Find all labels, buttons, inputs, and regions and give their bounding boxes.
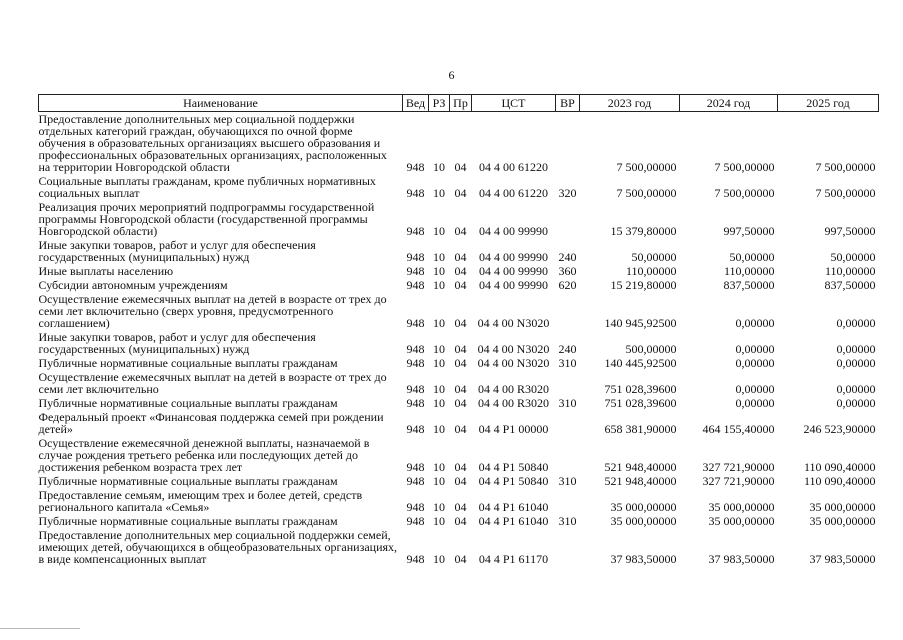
- cell-name: Публичные нормативные социальные выплаты гражданам: [38, 514, 338, 528]
- cell-year-2023: 110,00000: [625, 264, 677, 278]
- cell-year-2025: 837,50000: [824, 278, 876, 292]
- cell-subsection: 04: [454, 422, 467, 436]
- cell-target-item: 04 4 00 99990: [479, 250, 548, 264]
- cell-dept: 948: [406, 316, 425, 330]
- cell-year-2024: 327 721,90000: [702, 474, 775, 488]
- cell-dept: 948: [406, 278, 425, 292]
- cell-section: 10: [433, 160, 445, 174]
- cell-year-2024: 0,00000: [735, 342, 775, 356]
- cell-subsection: 04: [454, 356, 467, 370]
- cell-year-2025: 0,00000: [836, 396, 876, 410]
- cell-subsection: 04: [454, 396, 467, 410]
- cell-target-item: 04 4 00 N3020: [477, 356, 550, 370]
- cell-section: 10: [433, 342, 445, 356]
- cell-year-2023: 751 028,39600: [604, 382, 677, 396]
- column-header-year-2025: 2025 год: [778, 95, 879, 112]
- cell-year-2025: 110,00000: [824, 264, 876, 278]
- cell-year-2024: 0,00000: [735, 382, 775, 396]
- cell-name: Иные выплаты населению: [38, 264, 174, 278]
- table-row: [39, 356, 879, 370]
- cell-target-item: 04 4 P1 00000: [478, 422, 549, 436]
- cell-expense-type: 310: [558, 396, 577, 410]
- cell-name: Субсидии автономным учреждениям: [38, 278, 228, 292]
- cell-year-2025: 7 500,00000: [815, 160, 876, 174]
- cell-subsection: 04: [454, 342, 467, 356]
- cell-target-item: 04 4 00 R3020: [477, 396, 549, 410]
- cell-section: 10: [433, 250, 445, 264]
- cell-year-2023: 658 381,90000: [604, 422, 677, 436]
- cell-dept: 948: [406, 474, 425, 488]
- cell-name: Предоставление дополнительных мер социальной поддержки отдельных категорий граждан, обучающихся по очной форме обучения в образовательных организациях высшего образования и профессиональных образовательных организациях, расположенных на территории Новгородской области: [38, 112, 387, 174]
- cell-target-item: 04 4 00 N3020: [477, 316, 550, 330]
- cell-target-item: 04 4 P1 50840: [478, 474, 549, 488]
- cell-section: 10: [433, 186, 445, 200]
- cell-target-item: 04 4 P1 61040: [478, 500, 549, 514]
- cell-year-2025: 0,00000: [836, 356, 876, 370]
- cell-year-2023: 521 948,40000: [604, 474, 677, 488]
- cell-expense-type: [556, 370, 580, 396]
- cell-subsection: 04: [454, 186, 467, 200]
- cell-expense-type: 310: [558, 514, 577, 528]
- cell-year-2023: 35 000,00000: [610, 500, 677, 514]
- cell-target-item: 04 4 00 R3020: [477, 382, 549, 396]
- table-row: [39, 410, 879, 436]
- cell-target-item: 04 4 00 99990: [479, 278, 548, 292]
- cell-name: Осуществление ежемесячных выплат на детей в возрасте от трех до семи лет включительно: [38, 370, 387, 396]
- column-header-target-item: ЦСТ: [472, 95, 556, 112]
- cell-dept: 948: [406, 500, 425, 514]
- cell-year-2025: 35 000,00000: [809, 500, 876, 514]
- cell-year-2023: 50,00000: [631, 250, 677, 264]
- table-row: [39, 200, 879, 238]
- cell-expense-type: 240: [558, 342, 577, 356]
- cell-year-2023: 7 500,00000: [616, 186, 677, 200]
- cell-year-2025: 110 090,40000: [803, 460, 876, 474]
- cell-year-2024: 0,00000: [735, 396, 775, 410]
- table-row: [39, 514, 879, 528]
- cell-year-2023: 7 500,00000: [616, 160, 677, 174]
- cell-dept: 948: [406, 186, 425, 200]
- cell-subsection: 04: [454, 500, 467, 514]
- cell-year-2023: 15 219,80000: [610, 278, 677, 292]
- cell-name: Публичные нормативные социальные выплаты гражданам: [38, 474, 338, 488]
- cell-year-2024: 464 155,40000: [702, 422, 775, 436]
- cell-expense-type: [556, 436, 580, 474]
- cell-year-2023: 500,00000: [625, 342, 677, 356]
- cell-expense-type: 620: [558, 278, 577, 292]
- cell-target-item: 04 4 P1 61040: [478, 514, 549, 528]
- table-row: [39, 396, 879, 410]
- cell-dept: 948: [406, 356, 425, 370]
- cell-expense-type: 310: [558, 356, 577, 370]
- cell-section: 10: [433, 474, 445, 488]
- cell-year-2024: 327 721,90000: [702, 460, 775, 474]
- cell-year-2024: 50,00000: [729, 250, 775, 264]
- cell-name: Осуществление ежемесячной денежной выплаты, назначаемой в случае рождения третьего ребенка или последующих детей до достижения ребенком возраста трех лет: [38, 436, 370, 474]
- table-row: [39, 264, 879, 278]
- cell-section: 10: [433, 316, 445, 330]
- cell-year-2023: 751 028,39600: [604, 396, 677, 410]
- cell-year-2023: 35 000,00000: [610, 514, 677, 528]
- cell-name: Предоставление семьям, имеющим трех и более детей, средств регионального капитала «Семья»: [38, 488, 363, 514]
- cell-year-2023: 15 379,80000: [610, 224, 677, 238]
- column-header-year-2024: 2024 год: [680, 95, 778, 112]
- cell-name: Социальные выплаты гражданам, кроме публичных нормативных социальных выплат: [38, 174, 376, 200]
- table-row: [39, 174, 879, 200]
- cell-year-2024: 35 000,00000: [708, 500, 775, 514]
- cell-year-2025: 7 500,00000: [815, 186, 876, 200]
- cell-year-2024: 0,00000: [735, 356, 775, 370]
- page-number: 6: [448, 68, 455, 82]
- cell-section: 10: [433, 514, 445, 528]
- cell-year-2023: 140 445,92500: [604, 356, 677, 370]
- column-header-subsection: Пр: [450, 95, 472, 112]
- cell-subsection: 04: [454, 264, 467, 278]
- cell-name: Реализация прочих мероприятий подпрограммы государственной программы Новгородской области (государственной программы Новгородской области): [38, 200, 375, 238]
- cell-expense-type: 240: [558, 250, 577, 264]
- cell-dept: 948: [406, 224, 425, 238]
- cell-subsection: 04: [454, 514, 467, 528]
- cell-name: Федеральный проект «Финансовая поддержка семей при рождении детей»: [38, 410, 384, 436]
- cell-year-2024: 7 500,00000: [714, 160, 775, 174]
- cell-dept: 948: [406, 396, 425, 410]
- cell-section: 10: [433, 396, 445, 410]
- cell-expense-type: [556, 292, 580, 330]
- cell-dept: 948: [406, 382, 425, 396]
- cell-expense-type: 320: [558, 186, 577, 200]
- cell-target-item: 04 4 00 61220: [479, 186, 548, 200]
- cell-section: 10: [433, 264, 445, 278]
- cell-expense-type: 310: [558, 474, 577, 488]
- cell-section: 10: [433, 278, 445, 292]
- cell-year-2025: 110 090,40000: [803, 474, 876, 488]
- cell-year-2025: 0,00000: [836, 342, 876, 356]
- column-header-section: РЗ: [429, 95, 450, 112]
- cell-dept: 948: [406, 514, 425, 528]
- cell-section: 10: [433, 500, 445, 514]
- table-row: [39, 238, 879, 264]
- cell-section: 10: [433, 224, 445, 238]
- cell-subsection: 04: [454, 278, 467, 292]
- cell-expense-type: [556, 410, 580, 436]
- table-row: [39, 330, 879, 356]
- cell-name: Иные закупки товаров, работ и услуг для обеспечения государственных (муниципальных) нужд: [38, 330, 316, 356]
- cell-subsection: 04: [454, 382, 467, 396]
- cell-expense-type: [556, 528, 580, 566]
- cell-section: 10: [433, 552, 445, 566]
- cell-subsection: 04: [454, 460, 467, 474]
- table-header-row: [39, 95, 879, 112]
- cell-section: 10: [433, 382, 445, 396]
- cell-year-2023: 521 948,40000: [604, 460, 677, 474]
- cell-dept: 948: [406, 422, 425, 436]
- cell-expense-type: [556, 200, 580, 238]
- column-header-year-2023: 2023 год: [580, 95, 680, 112]
- cell-target-item: 04 4 P1 50840: [478, 460, 549, 474]
- table-row: [39, 528, 879, 566]
- table-row: [39, 436, 879, 474]
- cell-section: 10: [433, 356, 445, 370]
- cell-name: Публичные нормативные социальные выплаты гражданам: [38, 356, 338, 370]
- cell-year-2023: 140 945,92500: [604, 316, 677, 330]
- table-row: [39, 488, 879, 514]
- cell-dept: 948: [406, 552, 425, 566]
- cell-subsection: 04: [454, 250, 467, 264]
- budget-table: [38, 94, 879, 566]
- cell-target-item: 04 4 P1 61170: [478, 552, 549, 566]
- cell-dept: 948: [406, 342, 425, 356]
- cell-subsection: 04: [454, 474, 467, 488]
- cell-name: Предоставление дополнительных мер социальной поддержки семей, имеющих детей, обучающихся в общеобразовательных организациях, в виде компенсационных выплат: [38, 528, 398, 566]
- cell-name: Иные закупки товаров, работ и услуг для обеспечения государственных (муниципальных) нужд: [38, 238, 316, 264]
- table-body: [39, 112, 879, 567]
- cell-subsection: 04: [454, 160, 467, 174]
- column-header-expense-type: ВР: [556, 95, 580, 112]
- column-header-name: Наименование: [39, 95, 403, 112]
- cell-year-2024: 997,50000: [723, 224, 775, 238]
- cell-year-2024: 837,50000: [723, 278, 775, 292]
- cell-dept: 948: [406, 160, 425, 174]
- cell-subsection: 04: [454, 224, 467, 238]
- cell-dept: 948: [406, 460, 425, 474]
- cell-dept: 948: [406, 250, 425, 264]
- cell-year-2024: 110,00000: [723, 264, 775, 278]
- cell-name: Публичные нормативные социальные выплаты гражданам: [38, 396, 338, 410]
- cell-year-2024: 0,00000: [735, 316, 775, 330]
- cell-dept: 948: [406, 264, 425, 278]
- cell-subsection: 04: [454, 552, 467, 566]
- cell-expense-type: [556, 488, 580, 514]
- cell-year-2025: 246 523,90000: [803, 422, 876, 436]
- cell-year-2025: 37 983,50000: [809, 552, 876, 566]
- cell-year-2025: 0,00000: [836, 316, 876, 330]
- table-row: [39, 292, 879, 330]
- cell-section: 10: [433, 422, 445, 436]
- table-row: [39, 474, 879, 488]
- cell-target-item: 04 4 00 99990: [479, 264, 548, 278]
- cell-expense-type: 360: [558, 264, 577, 278]
- table-row: [39, 112, 879, 175]
- cell-subsection: 04: [454, 316, 467, 330]
- cell-year-2025: 50,00000: [830, 250, 876, 264]
- cell-year-2025: 997,50000: [824, 224, 876, 238]
- cell-year-2024: 37 983,50000: [708, 552, 775, 566]
- cell-year-2023: 37 983,50000: [610, 552, 677, 566]
- cell-year-2024: 7 500,00000: [714, 186, 775, 200]
- cell-name: Осуществление ежемесячных выплат на детей в возрасте от трех до семи лет включительно (сверх уровня, предусмотренного соглашением): [38, 292, 387, 330]
- cell-target-item: 04 4 00 61220: [479, 160, 548, 174]
- table-row: [39, 370, 879, 396]
- cell-year-2025: 35 000,00000: [809, 514, 876, 528]
- cell-year-2024: 35 000,00000: [708, 514, 775, 528]
- cell-year-2025: 0,00000: [836, 382, 876, 396]
- column-header-dept: Вед: [403, 95, 429, 112]
- cell-target-item: 04 4 00 99990: [479, 224, 548, 238]
- cell-section: 10: [433, 460, 445, 474]
- cell-expense-type: [556, 112, 580, 175]
- table-row: [39, 278, 879, 292]
- page-bottom-rule: [0, 628, 80, 629]
- cell-target-item: 04 4 00 N3020: [477, 342, 550, 356]
